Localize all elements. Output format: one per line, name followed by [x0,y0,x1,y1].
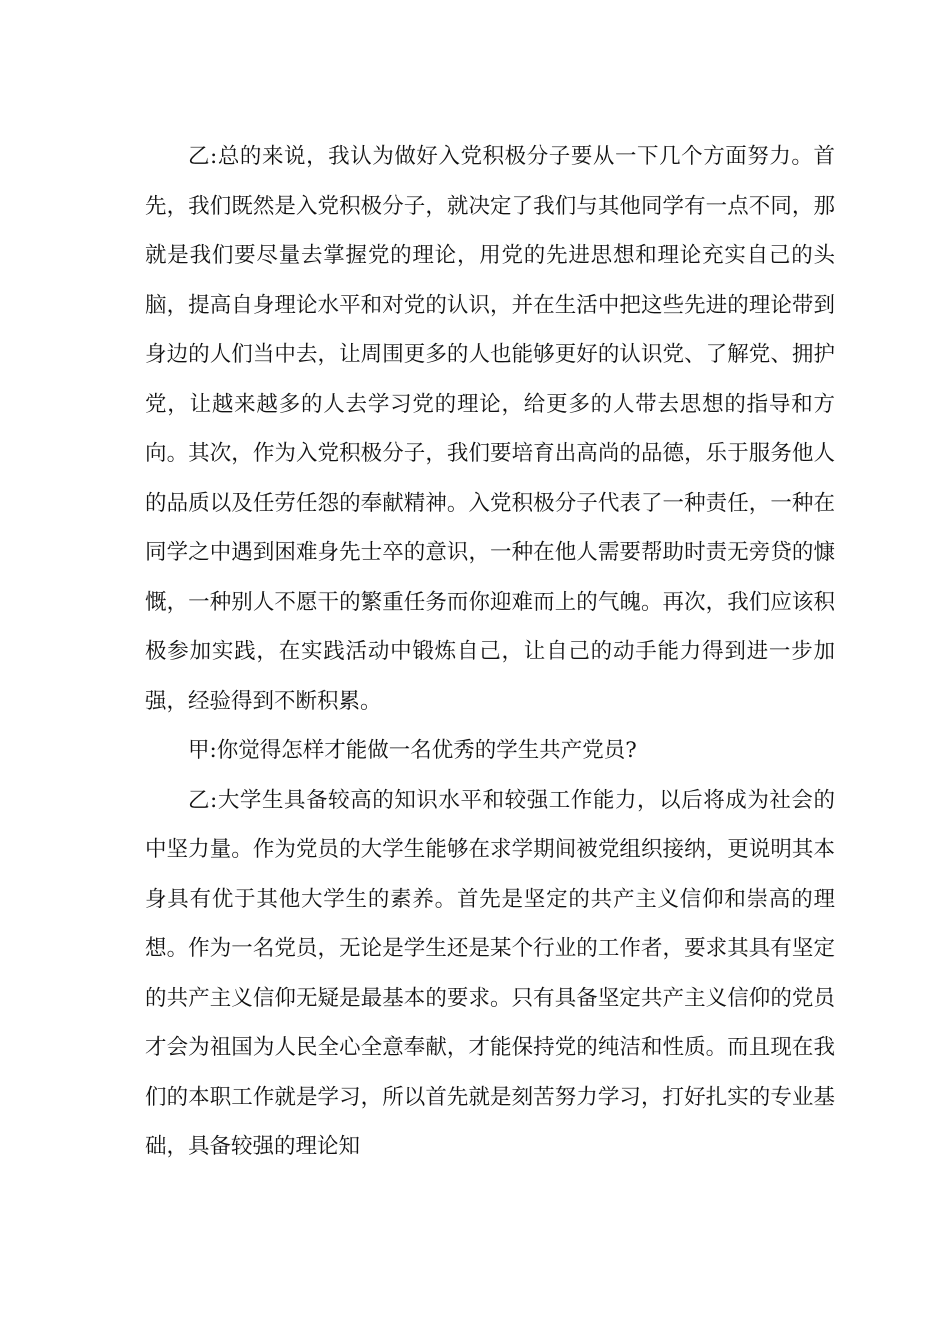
paragraph-answer-2: 乙:大学生具备较高的知识水平和较强工作能力，以后将成为社会的中坚力量。作为党员的大学生能够在求学期间被党组织接纳，更说明其本身具有优于其他大学生的素养。首先是坚定的共产主义信仰和崇高的理想。作为一名党员，无论是学生还是某个行业的工作者，要求其具有坚定的共产主义信仰无疑是最基本的要求。只有具备坚定共产主义信仰的党员才会为祖国为人民全心全意奉献，才能保持党的纯洁和性质。而且现在我们的本职工作就是学习，所以首先就是刻苦努力学习，打好扎实的专业基础，具备较强的理论知 [145,787,835,1159]
document-body [145,132,835,1172]
paragraph-question: 甲:你觉得怎样才能做一名优秀的学生共产党员? [188,738,637,763]
paragraph-answer-1: 乙:总的来说，我认为做好入党积极分子要从一下几个方面努力。首先，我们既然是入党积极分子，就决定了我们与其他同学有一点不同，那就是我们要尽量去掌握党的理论，用党的先进思想和理论充实自己的头脑，提高自身理论水平和对党的认识，并在生活中把这些先进的理论带到身边的人们当中去，让周围更多的人也能够更好的认识党、了解党、拥护党，让越来越多的人去学习党的理论，给更多的人带去思想的指导和方向。其次，作为入党积极分子，我们要培育出高尚的品德，乐于服务他人的品质以及任劳任怨的奉献精神。入党积极分子代表了一种责任，一种在同学之中遇到困难身先士卒的意识，一种在他人需要帮助时责无旁贷的慷慨，一种别人不愿干的繁重任务而你迎难而上的气魄。再次，我们应该积极参加实践，在实践活动中锻炼自己，让自己的动手能力得到进一步加强，经验得到不断积累。 [145,144,835,714]
